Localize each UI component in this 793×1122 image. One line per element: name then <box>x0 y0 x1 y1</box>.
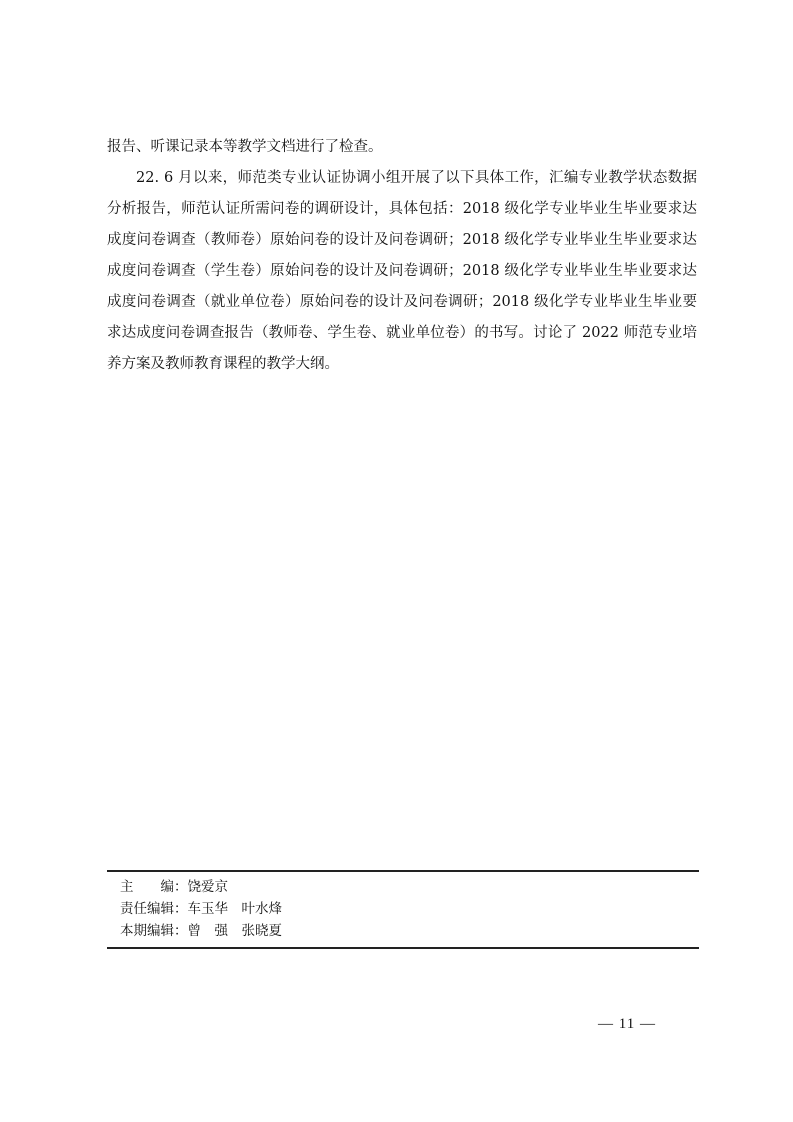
paragraph-continued: 报告、听课记录本等教学文档进行了检查。 <box>107 139 383 155</box>
credit-row-responsible-editor <box>120 898 282 920</box>
page-number: — 11 — <box>598 1016 656 1032</box>
credit-row-chief-editor <box>120 876 282 898</box>
responsible-editor-label: 责任编辑： <box>120 901 188 917</box>
credit-row-issue-editor <box>120 920 282 942</box>
paragraph-item-22: 22. 6 月以来，师范类专业认证协调小组开展了以下具体工作，汇编专业教学状态数据分析报告，师范认证所需问卷的调研设计，具体包括：2018 级化学专业毕业生毕业要求达成度问卷调查（教师卷）原始问卷的设计及问卷调研；2018 级化学专业毕业生毕业要求达成度问卷调查（学生卷）原始问卷的设计及问卷调研；2018 级化学专业毕业生毕业要求达成度问卷调查（就业单位卷）原始问卷的设计及问卷调研；2018 级化学专业毕业生毕业要求达成度问卷调查报告（教师卷、学生卷、就业单位卷）的书写。讨论了 2022 师范专业培养方案及教师教育课程的教学大纲。 <box>107 170 697 372</box>
document-body <box>107 132 697 380</box>
credits-bottom-rule <box>107 947 699 949</box>
issue-editor-label: 本期编辑： <box>120 923 188 939</box>
credits-top-rule <box>107 870 699 872</box>
editorial-credits <box>120 876 282 942</box>
chief-editor-label: 主 编： <box>120 879 188 895</box>
chief-editor-value: 饶爱京 <box>187 879 228 895</box>
issue-editor-value: 曾 强 张晓夏 <box>187 923 282 939</box>
responsible-editor-value: 车玉华 叶水烽 <box>187 901 282 917</box>
